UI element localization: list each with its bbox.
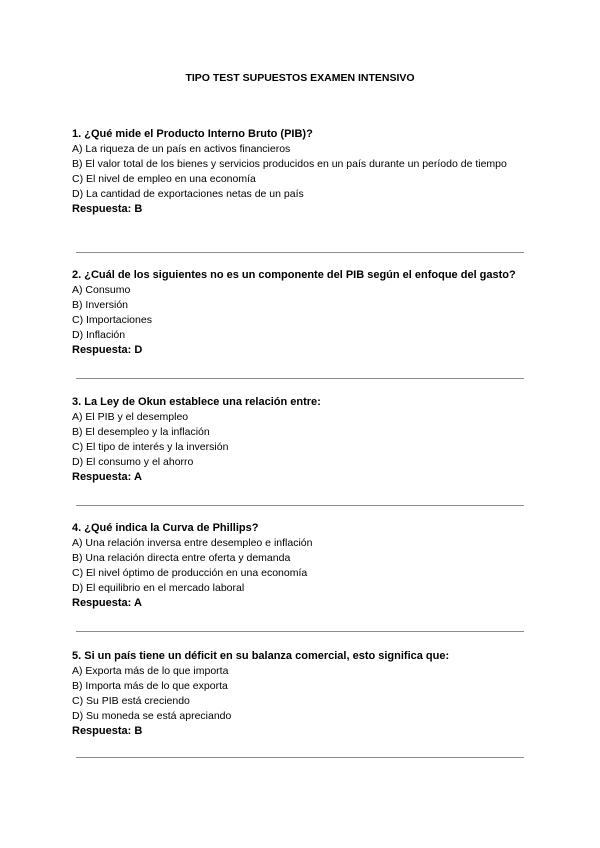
option-d: D) El equilibrio en el mercado laboral bbox=[72, 582, 245, 594]
question-1 bbox=[72, 127, 528, 217]
options-list bbox=[72, 536, 528, 596]
answer-text: Respuesta: B bbox=[72, 725, 143, 737]
answer-text: Respuesta: D bbox=[72, 344, 143, 356]
option-c: C) Importaciones bbox=[72, 314, 152, 326]
question-text: 3. La Ley de Okun establece una relación entre: bbox=[72, 396, 321, 408]
question-text: 2. ¿Cuál de los siguientes no es un componente del PIB según el enfoque del gasto? bbox=[72, 269, 516, 281]
divider bbox=[76, 631, 524, 632]
option-a: A) Exporta más de lo que importa bbox=[72, 665, 229, 677]
option-c: C) Su PIB está creciendo bbox=[72, 695, 190, 707]
option-c: C) El tipo de interés y la inversión bbox=[72, 441, 229, 453]
option-b: B) El desempleo y la inflación bbox=[72, 426, 210, 438]
option-b: B) El valor total de los bienes y servicios producidos en un país durante un período de tiempo bbox=[72, 158, 507, 170]
option-a: A) Una relación inversa entre desempleo e inflación bbox=[72, 537, 313, 549]
question-3 bbox=[72, 395, 528, 485]
options-list bbox=[72, 283, 528, 343]
option-a: A) Consumo bbox=[72, 284, 131, 296]
document-title: TIPO TEST SUPUESTOS EXAMEN INTENSIVO bbox=[185, 72, 415, 84]
option-a: A) La riqueza de un país en activos financieros bbox=[72, 143, 291, 155]
answer-text: Respuesta: A bbox=[72, 471, 142, 483]
divider bbox=[76, 505, 524, 506]
divider bbox=[76, 378, 524, 379]
divider bbox=[76, 252, 524, 253]
option-d: D) Inflación bbox=[72, 329, 126, 341]
options-list bbox=[72, 142, 528, 202]
question-text: 1. ¿Qué mide el Producto Interno Bruto (PIB)? bbox=[72, 128, 313, 140]
options-list bbox=[72, 664, 528, 724]
question-text: 4. ¿Qué indica la Curva de Phillips? bbox=[72, 522, 259, 534]
option-a: A) El PIB y el desempleo bbox=[72, 411, 189, 423]
answer-text: Respuesta: A bbox=[72, 597, 142, 609]
option-d: D) Su moneda se está apreciando bbox=[72, 710, 232, 722]
option-d: D) El consumo y el ahorro bbox=[72, 456, 194, 468]
option-b: B) Una relación directa entre oferta y demanda bbox=[72, 552, 291, 564]
option-c: C) El nivel óptimo de producción en una economía bbox=[72, 567, 308, 579]
question-2 bbox=[72, 268, 528, 358]
question-5 bbox=[72, 649, 528, 739]
option-b: B) Importa más de lo que exporta bbox=[72, 680, 228, 692]
question-text: 5. Si un país tiene un déficit en su balanza comercial, esto significa que: bbox=[72, 650, 450, 662]
option-c: C) El nivel de empleo en una economía bbox=[72, 173, 256, 185]
option-b: B) Inversión bbox=[72, 299, 129, 311]
question-4 bbox=[72, 521, 528, 611]
answer-text: Respuesta: B bbox=[72, 203, 143, 215]
options-list bbox=[72, 410, 528, 470]
option-d: D) La cantidad de exportaciones netas de un país bbox=[72, 188, 304, 200]
divider bbox=[76, 757, 524, 758]
